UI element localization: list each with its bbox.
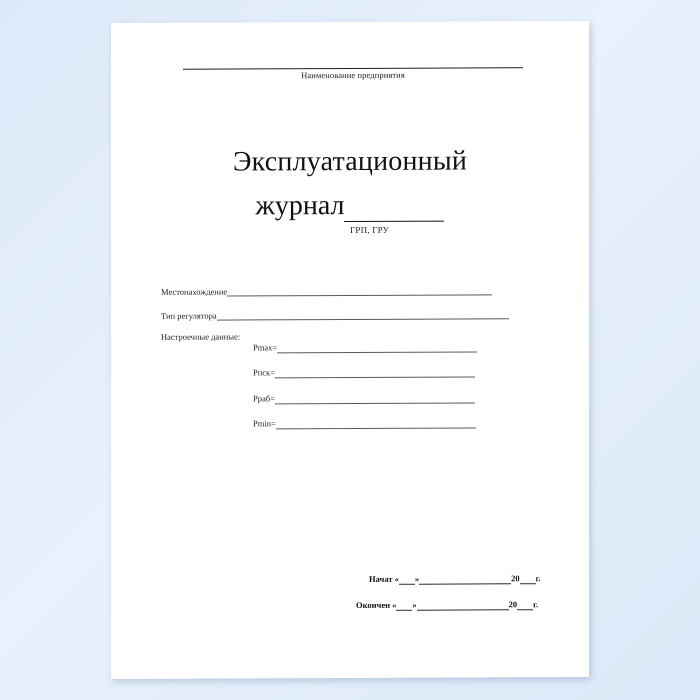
field-finished-quote-open: « <box>392 599 397 610</box>
field-finished-label: Окончен <box>356 599 391 610</box>
field-pmin-rule[interactable] <box>276 418 476 429</box>
organization-name-caption: Наименование предприятия <box>301 69 405 81</box>
field-settings-label: Настроечные данные: <box>161 331 241 342</box>
field-location <box>161 285 492 296</box>
field-pmin <box>253 417 476 429</box>
field-regulator-type <box>161 309 509 321</box>
field-pmin-label: Pmin= <box>253 418 276 429</box>
field-regulator-type-label: Тип регулятора <box>161 310 217 321</box>
field-started-year-suffix: г. <box>535 573 541 584</box>
field-started-month-rule[interactable] <box>419 574 511 584</box>
document-title-line-1: Эксплуатационный <box>232 145 468 178</box>
document-title-blank-rule <box>344 195 444 222</box>
field-regulator-type-rule[interactable] <box>217 309 509 320</box>
field-prab-label: Pраб= <box>253 393 275 404</box>
field-finished-row <box>356 599 538 611</box>
field-pmax <box>253 341 477 353</box>
field-ppsk-label: Pпск= <box>253 367 275 378</box>
document-page <box>111 21 589 679</box>
field-pmax-label: Pmax= <box>253 342 278 353</box>
document-subtitle: ГРП, ГРУ <box>350 224 390 235</box>
field-started-row <box>369 573 541 585</box>
field-location-label: Местонахождение <box>161 286 228 297</box>
field-started-quote-open: « <box>394 573 399 584</box>
field-started-year-rule[interactable] <box>520 574 536 584</box>
field-location-rule[interactable] <box>227 285 492 296</box>
field-finished-quote-close: » <box>412 599 417 610</box>
field-started-label: Начат <box>369 573 393 584</box>
field-finished-year-rule[interactable] <box>517 600 533 610</box>
field-pmax-rule[interactable] <box>277 342 477 353</box>
field-started-day-rule[interactable] <box>399 575 415 585</box>
field-prab-rule[interactable] <box>275 393 475 404</box>
field-started-year-prefix: 20 <box>511 573 520 584</box>
field-ppsk <box>253 366 475 378</box>
field-ppsk-rule[interactable] <box>275 367 475 378</box>
document-title-line-2 <box>111 189 589 223</box>
field-prab <box>253 392 475 404</box>
field-finished-month-rule[interactable] <box>417 600 509 610</box>
document-title-line-2-text: журнал <box>255 190 345 222</box>
field-finished-day-rule[interactable] <box>396 601 412 611</box>
field-started-quote-close: » <box>414 573 420 584</box>
document-page-content <box>111 21 589 679</box>
field-finished-year-suffix: г. <box>533 599 539 610</box>
field-settings-heading <box>161 332 240 342</box>
field-finished-year-prefix: 20 <box>508 599 518 610</box>
